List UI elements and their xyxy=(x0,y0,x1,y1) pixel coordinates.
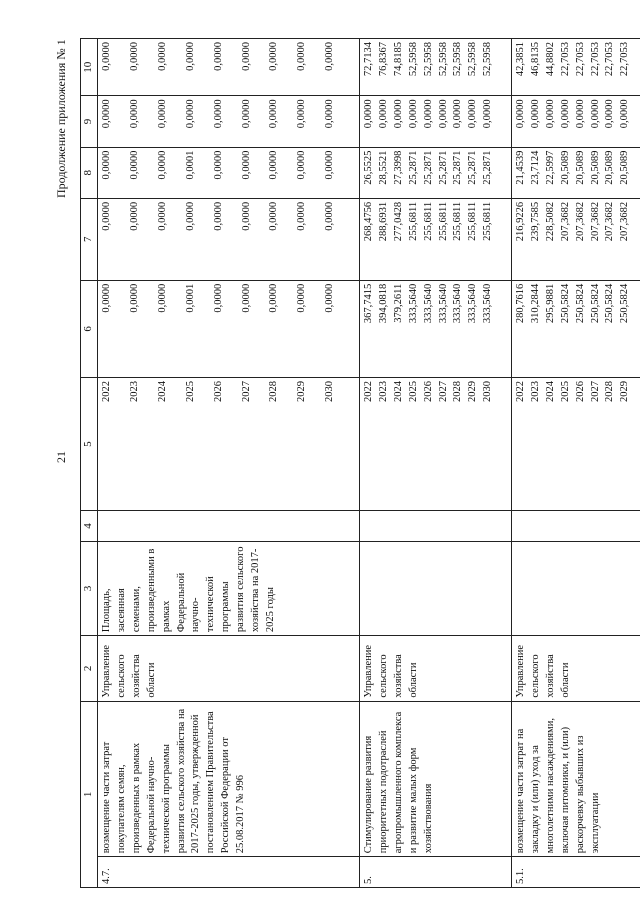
col7-values-value: 255,6811 xyxy=(452,201,464,241)
col9-values-value: 0,0000 xyxy=(589,99,601,129)
col8-values-value: 25,2871 xyxy=(482,150,494,185)
col7-values-value: 255,6811 xyxy=(482,201,494,241)
col10-values-value: 0,0000 xyxy=(296,42,308,71)
year-list-value: 2022 xyxy=(101,381,112,403)
col8-values-value: 25,2871 xyxy=(467,150,479,185)
col10-values-value: 0,0000 xyxy=(240,42,252,71)
col9-values-value: 0,0000 xyxy=(324,99,336,129)
col10-values-value: 0,0000 xyxy=(324,42,336,71)
col6-values-value: 0,0000 xyxy=(156,283,168,313)
col6-values-value: 295,9881 xyxy=(544,283,556,324)
col7-values-value: 216,9226 xyxy=(515,201,526,242)
col8-values-value: 26,5525 xyxy=(363,150,374,185)
col10-values-value: 52,5958 xyxy=(437,42,449,77)
col8-values-value: 0,0000 xyxy=(268,150,280,180)
col4-cell xyxy=(98,511,360,542)
year-list-value: 2026 xyxy=(422,381,434,403)
col9-values-value: 0,0000 xyxy=(363,99,374,129)
col9-values-value: 0,0000 xyxy=(559,99,571,129)
col8-values-value: 0,0000 xyxy=(296,150,308,180)
col7-values-value: 239,7585 xyxy=(529,201,541,242)
col9-values-value: 0,0000 xyxy=(128,99,140,129)
year-list xyxy=(360,378,512,511)
col9-values-value: 0,0000 xyxy=(452,99,464,129)
col9-values-value: 0,0000 xyxy=(392,99,404,129)
year-list-value: 2025 xyxy=(184,381,196,403)
col9-values-value: 0,0000 xyxy=(184,99,196,129)
col-header-6: 6 xyxy=(81,280,98,377)
col-header-2: 2 xyxy=(81,636,98,702)
col6-values-value: 0,0000 xyxy=(240,283,252,313)
executor: Управление сельского хозяйства области xyxy=(360,636,512,702)
col9-values-value: 0,0000 xyxy=(574,99,586,129)
col9-values-value: 0,0000 xyxy=(407,99,419,129)
col9-values-value: 0,0000 xyxy=(467,99,479,129)
indicator: Площадь, засеянная семенами, произведенными в рамках Федеральной научно-технической программы развития сельского хозяйства на 2017-2025 годы xyxy=(98,541,360,635)
col7-values-value: 207,3682 xyxy=(589,201,601,242)
col6-values-value: 250,5824 xyxy=(559,283,571,324)
col6-values-value: 310,2844 xyxy=(529,283,541,324)
row-number: 4.7. xyxy=(98,857,360,888)
col8-values-value: 20,5089 xyxy=(589,150,601,185)
col8-values-value: 0,0000 xyxy=(156,150,168,180)
col8-values xyxy=(360,147,512,198)
year-list-value: 2029 xyxy=(296,381,308,403)
indicator xyxy=(360,541,512,635)
year-list-value: 2023 xyxy=(128,381,140,403)
col8-values xyxy=(98,147,360,198)
year-list-value: 2026 xyxy=(574,381,586,403)
measure-name: Стимулирование развития приоритетных подотраслей агропромышленного комплекса и развитие малых форм хозяйствования xyxy=(360,701,512,857)
col8-values-value: 0,0000 xyxy=(128,150,140,180)
col8-values xyxy=(512,147,640,198)
col6-values-value: 333,5640 xyxy=(452,283,464,324)
col9-values-value: 0,0000 xyxy=(544,99,556,129)
col7-values-value: 207,3682 xyxy=(574,201,586,242)
year-list-value: 2024 xyxy=(544,381,556,403)
col10-values xyxy=(512,39,640,96)
col7-values-value: 255,6811 xyxy=(422,201,434,241)
col-header-4: 4 xyxy=(81,511,98,542)
year-list xyxy=(98,378,360,511)
col7-values-value: 207,3682 xyxy=(619,201,631,242)
col6-values-value: 280,7616 xyxy=(515,283,526,324)
col8-values-value: 25,2871 xyxy=(452,150,464,185)
executor: Управление сельского хозяйства области xyxy=(512,636,640,702)
col6-values-value: 333,5640 xyxy=(407,283,419,324)
row-number: 5. xyxy=(360,857,512,888)
year-list-value: 2024 xyxy=(156,381,168,403)
col7-values-value: 268,4756 xyxy=(363,201,374,242)
col8-values-value: 0,0001 xyxy=(184,150,196,180)
col9-values-value: 0,0000 xyxy=(212,99,224,129)
year-list-value: 2028 xyxy=(604,381,616,403)
col7-values xyxy=(98,198,360,280)
table-row xyxy=(360,39,512,888)
year-list-value: 2030 xyxy=(482,381,494,403)
col10-values-value: 22,7053 xyxy=(574,42,586,77)
col8-values-value: 25,2871 xyxy=(437,150,449,185)
table-row xyxy=(98,39,360,888)
col6-values-value: 394,0818 xyxy=(377,283,389,324)
col6-values-value: 333,5640 xyxy=(437,283,449,324)
col-header-3: 3 xyxy=(81,541,98,635)
col7-values-value: 0,0000 xyxy=(212,201,224,231)
col8-values-value: 20,5089 xyxy=(574,150,586,185)
col9-values-value: 0,0000 xyxy=(377,99,389,129)
col8-values-value: 0,0000 xyxy=(324,150,336,180)
table-row xyxy=(512,39,640,888)
col10-values-value: 22,7053 xyxy=(619,42,631,77)
col9-values-value: 0,0000 xyxy=(529,99,541,129)
col10-values-value: 52,5958 xyxy=(467,42,479,77)
col4-cell xyxy=(512,511,640,542)
col9-values-value: 0,0000 xyxy=(604,99,616,129)
col9-values xyxy=(98,96,360,147)
indicator xyxy=(512,541,640,635)
col7-values-value: 228,5082 xyxy=(544,201,556,242)
year-list-value: 2030 xyxy=(324,381,336,403)
col10-values-value: 74,8185 xyxy=(392,42,404,77)
col8-values-value: 28,5521 xyxy=(377,150,389,185)
col9-values-value: 0,0000 xyxy=(240,99,252,129)
col10-values xyxy=(98,39,360,96)
col7-values-value: 0,0000 xyxy=(240,201,252,231)
col6-values-value: 333,5640 xyxy=(422,283,434,324)
col-header-5: 5 xyxy=(81,378,98,511)
col8-values-value: 21,4539 xyxy=(515,150,526,185)
col10-values-value: 0,0000 xyxy=(184,42,196,71)
col9-values-value: 0,0000 xyxy=(482,99,494,129)
col9-values-value: 0,0000 xyxy=(515,99,526,129)
year-list-value: 2025 xyxy=(559,381,571,403)
col8-values-value: 20,5089 xyxy=(559,150,571,185)
col6-values-value: 0,0000 xyxy=(128,283,140,313)
page-number: 21 xyxy=(54,451,68,463)
col7-values-value: 255,6811 xyxy=(437,201,449,241)
col9-values-value: 0,0000 xyxy=(156,99,168,129)
col4-cell xyxy=(360,511,512,542)
row-number: 5.1. xyxy=(512,857,640,888)
appendix-continuation-note: Продолжение приложения № 1 xyxy=(54,39,68,198)
col9-values-value: 0,0000 xyxy=(296,99,308,129)
col7-values-value: 288,6931 xyxy=(377,201,389,242)
col7-values-value: 0,0000 xyxy=(101,201,112,231)
col8-values-value: 20,5089 xyxy=(604,150,616,185)
col10-values-value: 46,8135 xyxy=(529,42,541,77)
col7-values-value: 207,3682 xyxy=(559,201,571,242)
col-header-8: 8 xyxy=(81,147,98,198)
col6-values-value: 250,5824 xyxy=(604,283,616,324)
col6-values-value: 0,0000 xyxy=(101,283,112,313)
year-list-value: 2029 xyxy=(619,381,631,403)
year-list-value: 2027 xyxy=(589,381,601,403)
year-list-value: 2024 xyxy=(392,381,404,403)
col6-values xyxy=(512,280,640,377)
col6-values-value: 250,5824 xyxy=(574,283,586,324)
executor: Управление сельского хозяйства области xyxy=(98,636,360,702)
col7-values-value: 207,3682 xyxy=(604,201,616,242)
measure-name: возмещение части затрат на закладку и (или) уход за многолетними насаждениями, включая питомники, и (или) раскорчевку выбывших из эксплуатации xyxy=(512,701,640,857)
year-list-value: 2027 xyxy=(240,381,252,403)
col10-values-value: 0,0000 xyxy=(268,42,280,71)
col6-values-value: 0,0001 xyxy=(184,283,196,313)
rotated-document-page xyxy=(50,18,631,888)
col6-values-value: 367,7415 xyxy=(363,283,374,324)
col8-values-value: 0,0000 xyxy=(101,150,112,180)
col6-values-value: 333,5640 xyxy=(467,283,479,324)
col7-values-value: 0,0000 xyxy=(156,201,168,231)
year-list-value: 2026 xyxy=(212,381,224,403)
year-list-value: 2022 xyxy=(515,381,526,403)
col-header-1: 1 xyxy=(81,701,98,887)
col-header-9: 9 xyxy=(81,96,98,147)
col9-values-value: 0,0000 xyxy=(619,99,631,129)
col8-values-value: 23,7124 xyxy=(529,150,541,185)
col9-values-value: 0,0000 xyxy=(268,99,280,129)
col9-values-value: 0,0000 xyxy=(437,99,449,129)
col10-values xyxy=(360,39,512,96)
col7-values-value: 0,0000 xyxy=(296,201,308,231)
col7-values-value: 255,6811 xyxy=(407,201,419,241)
col7-values-value: 0,0000 xyxy=(184,201,196,231)
year-list xyxy=(512,378,640,511)
year-list-value: 2029 xyxy=(467,381,479,403)
year-list-value: 2027 xyxy=(437,381,449,403)
col6-values-value: 379,2611 xyxy=(392,283,404,323)
col7-values xyxy=(512,198,640,280)
col8-values-value: 0,0000 xyxy=(212,150,224,180)
col8-values-value: 0,0000 xyxy=(240,150,252,180)
col7-values-value: 277,0428 xyxy=(392,201,404,242)
measure-name: возмещение части затрат покупателям семян, произведенных в рамках Федеральной научно-технической программы развития сельского хозяйства на 2017-2025 годы, утвержденной постановлением Правительства Российской Федерации от 25.08.2017 № 996 xyxy=(98,701,360,857)
col9-values-value: 0,0000 xyxy=(101,99,112,129)
col10-values-value: 22,7053 xyxy=(589,42,601,77)
col10-values-value: 0,0000 xyxy=(156,42,168,71)
col8-values-value: 25,2871 xyxy=(407,150,419,185)
col6-values-value: 250,5824 xyxy=(589,283,601,324)
col6-values xyxy=(98,280,360,377)
col8-values-value: 25,2871 xyxy=(422,150,434,185)
year-list-value: 2028 xyxy=(452,381,464,403)
year-list-value: 2028 xyxy=(268,381,280,403)
col10-values-value: 76,8367 xyxy=(377,42,389,77)
year-list-value: 2025 xyxy=(407,381,419,403)
col10-values-value: 0,0000 xyxy=(101,42,112,71)
col10-values-value: 42,3851 xyxy=(515,42,526,77)
col9-values xyxy=(360,96,512,147)
col10-values-value: 52,5958 xyxy=(482,42,494,77)
col8-values-value: 27,3998 xyxy=(392,150,404,185)
col10-values-value: 0,0000 xyxy=(128,42,140,71)
col6-values-value: 0,0000 xyxy=(324,283,336,313)
col6-values-value: 0,0000 xyxy=(268,283,280,313)
col8-values-value: 20,5089 xyxy=(619,150,631,185)
year-list-value: 2022 xyxy=(363,381,374,403)
year-list-value: 2023 xyxy=(529,381,541,403)
col-header-7: 7 xyxy=(81,198,98,280)
col7-values-value: 0,0000 xyxy=(324,201,336,231)
col10-values-value: 52,5958 xyxy=(452,42,464,77)
col10-values-value: 0,0000 xyxy=(212,42,224,71)
col10-values-value: 22,7053 xyxy=(559,42,571,77)
program-finance-table xyxy=(80,38,640,888)
year-list-value: 2023 xyxy=(377,381,389,403)
col7-values-value: 0,0000 xyxy=(268,201,280,231)
col10-values-value: 22,7053 xyxy=(604,42,616,77)
col6-values xyxy=(360,280,512,377)
col10-values-value: 72,7134 xyxy=(363,42,374,77)
col9-values-value: 0,0000 xyxy=(422,99,434,129)
col10-values-value: 52,5958 xyxy=(422,42,434,77)
col10-values-value: 52,5958 xyxy=(407,42,419,77)
column-number-header xyxy=(81,39,98,888)
col6-values-value: 333,5640 xyxy=(482,283,494,324)
col-header-10: 10 xyxy=(81,39,98,96)
col9-values xyxy=(512,96,640,147)
col6-values-value: 250,5824 xyxy=(619,283,631,324)
col6-values-value: 0,0000 xyxy=(212,283,224,313)
col8-values-value: 22,5997 xyxy=(544,150,556,185)
col7-values-value: 0,0000 xyxy=(128,201,140,231)
col10-values-value: 44,8802 xyxy=(544,42,556,77)
col7-values-value: 255,6811 xyxy=(467,201,479,241)
col6-values-value: 0,0000 xyxy=(296,283,308,313)
col7-values xyxy=(360,198,512,280)
